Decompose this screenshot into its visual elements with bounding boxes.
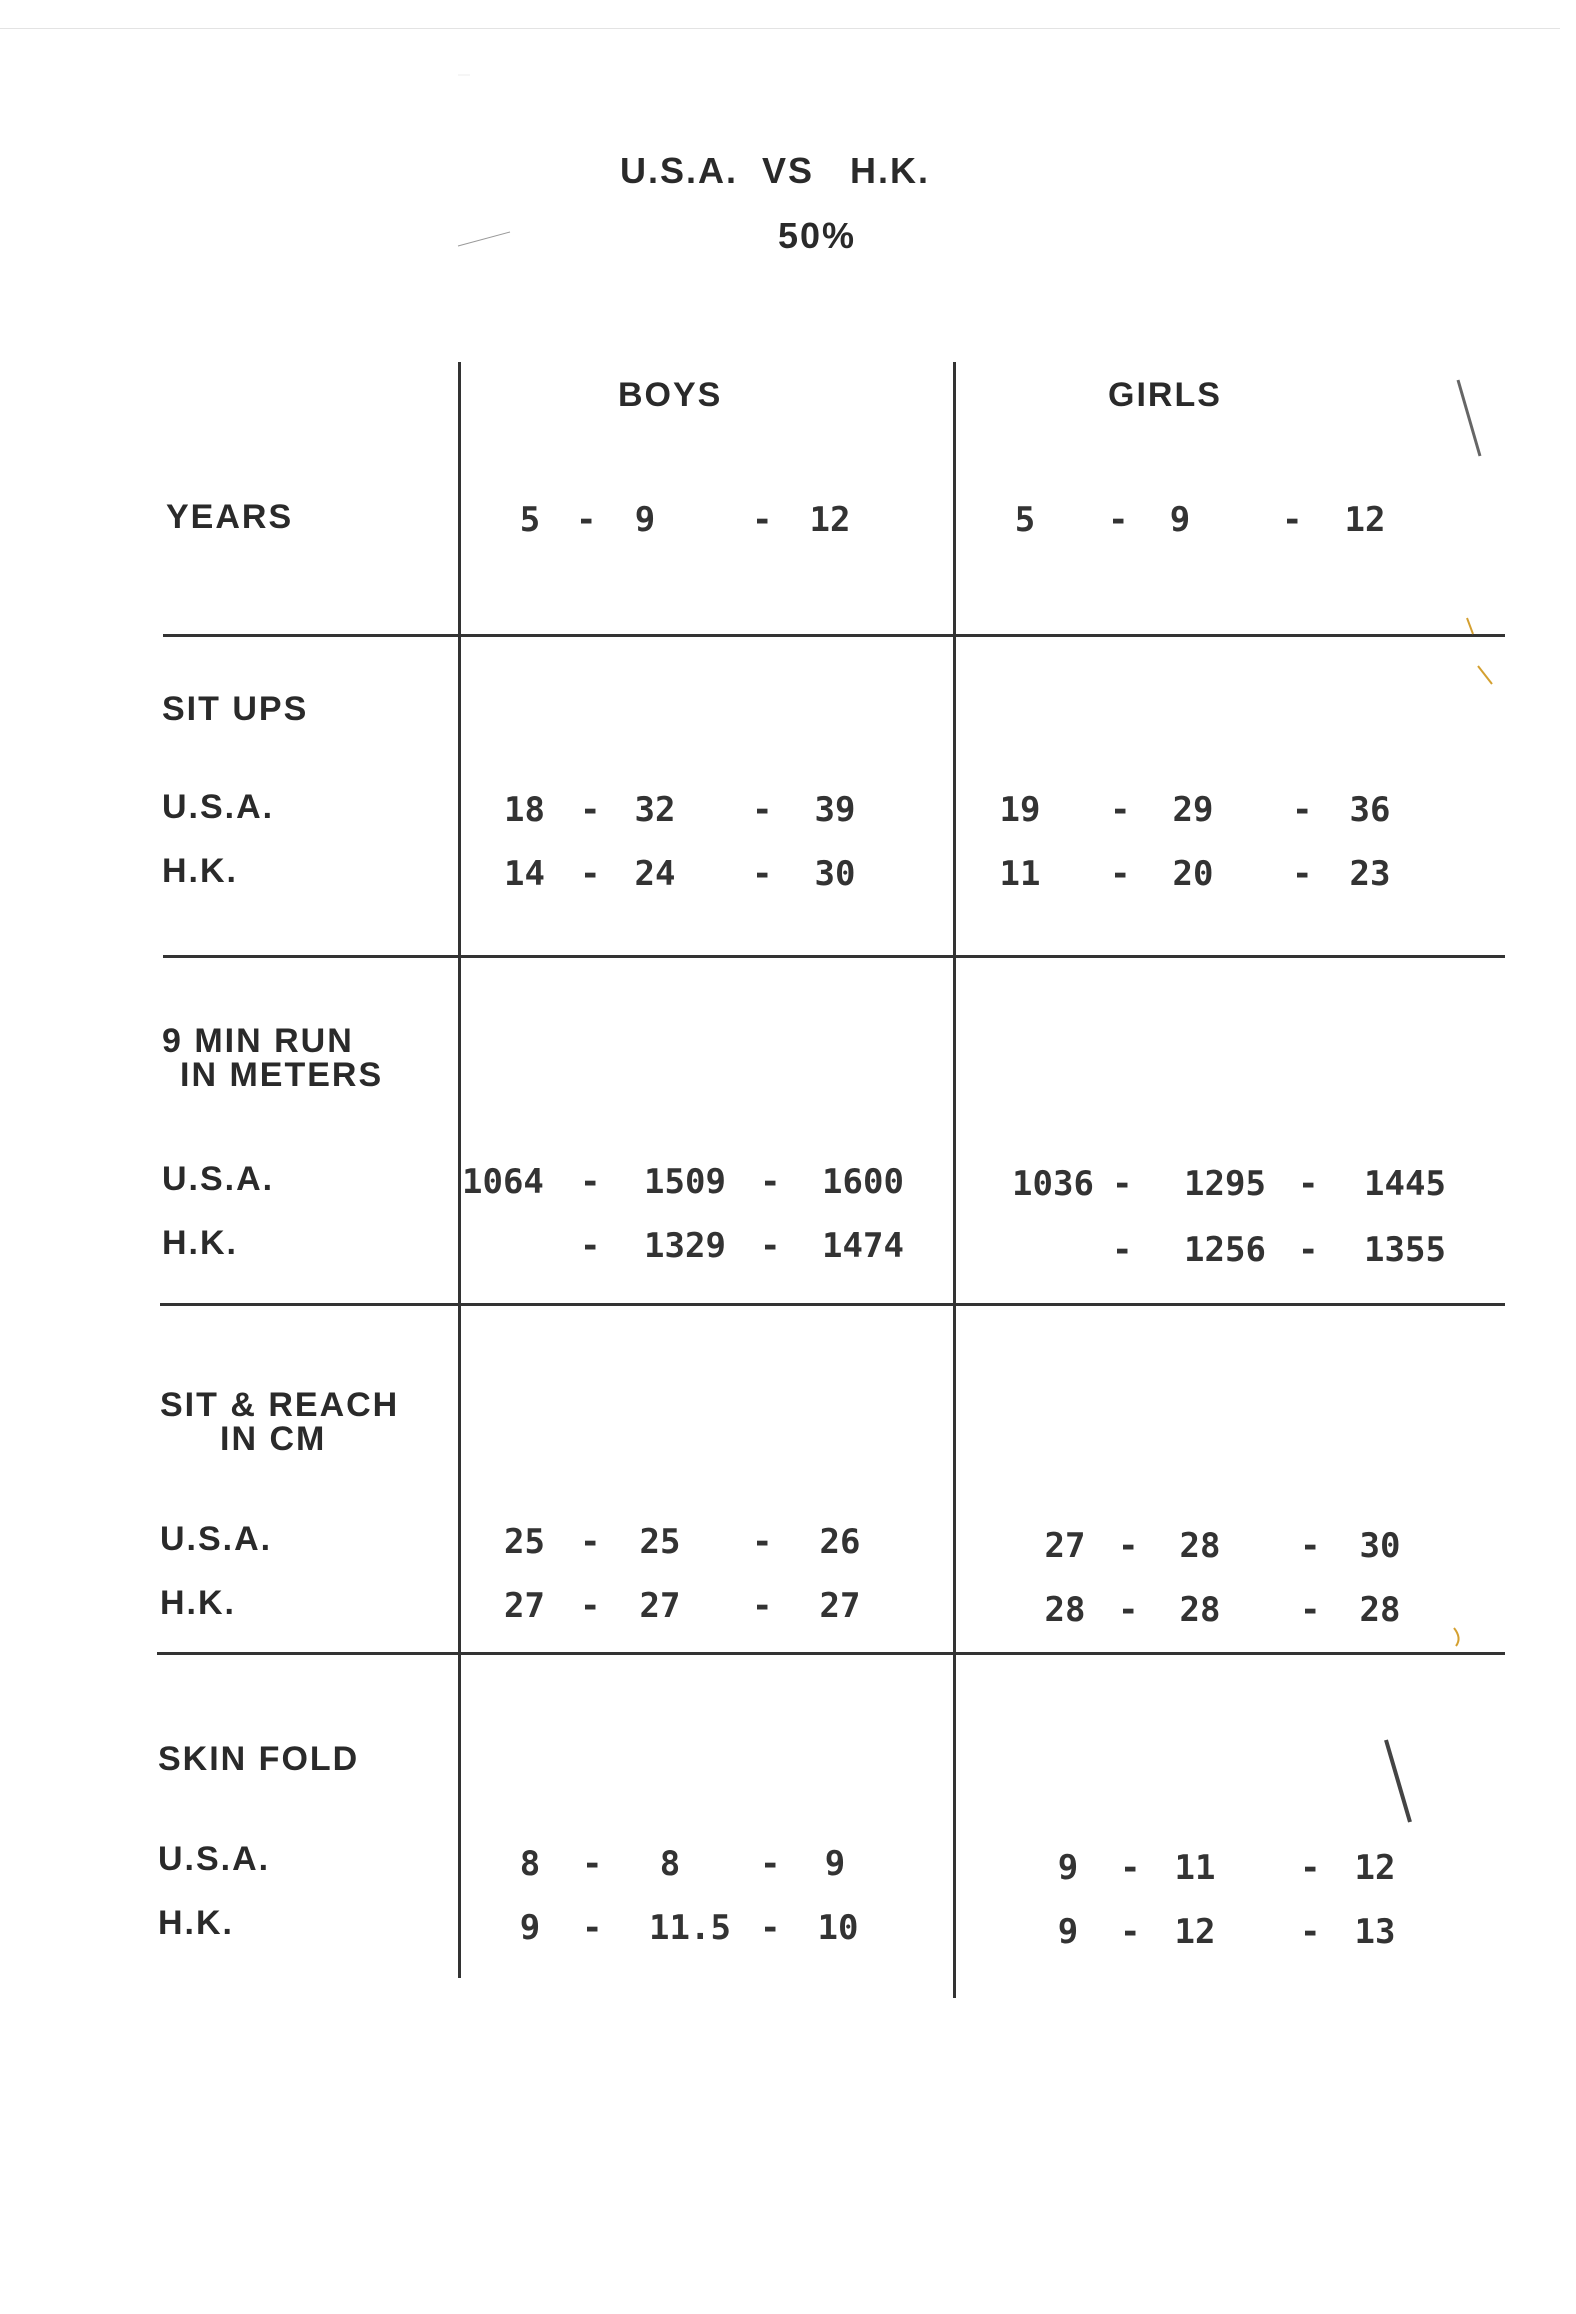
pencil-mark: [1467, 618, 1473, 634]
range-dash: -: [760, 1908, 781, 1948]
value-cell: 26: [819, 1522, 861, 1562]
country-label-hk: H.K.: [158, 1904, 234, 1942]
value-cell: 25: [504, 1522, 545, 1562]
value-cell: 11: [1174, 1848, 1216, 1888]
range-dash: -: [1298, 1164, 1319, 1204]
value-cell: 9: [824, 1844, 846, 1884]
value-cell: 27: [1044, 1526, 1086, 1566]
country-label-usa: U.S.A.: [162, 788, 275, 826]
range-dash: -: [1110, 854, 1131, 894]
range-dash: -: [580, 1522, 601, 1562]
range-dash: -: [580, 1586, 601, 1626]
range-dash: -: [1298, 1230, 1319, 1270]
year-cell: 9: [1169, 500, 1191, 540]
value-cell: 11: [999, 854, 1041, 894]
value-cell: 11.5: [649, 1908, 731, 1948]
value-cell: 27: [639, 1586, 681, 1626]
girls-header: GIRLS: [1108, 376, 1222, 414]
country-label-usa: U.S.A.: [160, 1520, 273, 1558]
value-cell: 29: [1172, 790, 1214, 830]
value-cell: 28: [1179, 1526, 1221, 1566]
page-subtitle: 50%: [778, 215, 857, 256]
value-cell: 8: [659, 1844, 681, 1884]
value-cell: 24: [634, 854, 676, 894]
value-cell: 23: [1349, 854, 1391, 894]
section-label-line1: SIT & REACH: [160, 1386, 400, 1424]
range-dash: -: [752, 790, 773, 830]
page-title: U.S.A. VS H.K.: [620, 150, 931, 191]
country-label-hk: H.K.: [162, 852, 238, 890]
value-cell: 28: [1359, 1590, 1401, 1630]
value-cell: 28: [1179, 1590, 1221, 1630]
years-label: YEARS: [166, 498, 294, 536]
range-dash: -: [1300, 1590, 1321, 1630]
range-dash: -: [580, 854, 601, 894]
range-dash: -: [1300, 1848, 1321, 1888]
range-dash: -: [752, 854, 773, 894]
pencil-mark: [1386, 1740, 1410, 1822]
country-label-usa: U.S.A.: [158, 1840, 271, 1878]
value-cell: 1329: [644, 1226, 726, 1266]
range-dash: -: [760, 1162, 781, 1202]
value-cell: 9: [519, 1908, 541, 1948]
range-dash: -: [580, 1226, 601, 1266]
range-dash: -: [1118, 1526, 1139, 1566]
range-dash: -: [582, 1844, 603, 1884]
range-dash: -: [1282, 500, 1303, 540]
country-label-hk: H.K.: [160, 1584, 236, 1622]
country-label-usa: U.S.A.: [162, 1160, 275, 1198]
pencil-mark: [1454, 1628, 1459, 1646]
range-dash: -: [1300, 1912, 1321, 1952]
value-cell: 13: [1354, 1912, 1396, 1952]
value-cell: 30: [1359, 1526, 1401, 1566]
section-label-line2: IN METERS: [180, 1056, 384, 1094]
value-cell: 1600: [822, 1162, 904, 1202]
value-cell: 10: [817, 1908, 859, 1948]
pencil-mark: [458, 232, 510, 246]
year-cell: 12: [809, 500, 851, 540]
country-label-hk: H.K.: [162, 1224, 238, 1262]
range-dash: -: [582, 1908, 603, 1948]
range-dash: -: [1292, 854, 1313, 894]
range-dash: -: [752, 500, 773, 540]
value-cell: 1295: [1184, 1164, 1266, 1204]
pencil-mark: [1478, 666, 1492, 684]
year-cell: 9: [634, 500, 656, 540]
value-cell: 1509: [644, 1162, 726, 1202]
range-dash: -: [1118, 1590, 1139, 1630]
range-dash: -: [1108, 500, 1129, 540]
value-cell: 14: [504, 854, 545, 894]
value-cell: 12: [1354, 1848, 1396, 1888]
value-cell: 8: [519, 1844, 541, 1884]
value-cell: 12: [1174, 1912, 1216, 1952]
range-dash: -: [760, 1226, 781, 1266]
value-cell: 1036: [1012, 1164, 1094, 1204]
range-dash: -: [1120, 1912, 1141, 1952]
value-cell: 20: [1172, 854, 1214, 894]
range-dash: -: [580, 1162, 601, 1202]
value-cell: 27: [819, 1586, 861, 1626]
section-label: SKIN FOLD: [158, 1740, 360, 1778]
value-cell: 9: [1057, 1848, 1079, 1888]
value-cell: 32: [634, 790, 676, 830]
value-cell: 36: [1349, 790, 1391, 830]
range-dash: -: [580, 790, 601, 830]
range-dash: -: [1300, 1526, 1321, 1566]
range-dash: -: [1112, 1164, 1133, 1204]
section-label-line1: 9 MIN RUN: [162, 1022, 354, 1060]
value-cell: 28: [1044, 1590, 1086, 1630]
section-label-line2: IN CM: [220, 1420, 327, 1458]
value-cell: 1064: [462, 1162, 544, 1202]
section-label: SIT UPS: [162, 690, 309, 728]
value-cell: 27: [504, 1586, 545, 1626]
year-cell: 12: [1344, 500, 1386, 540]
year-cell: 5: [519, 500, 541, 540]
value-cell: 1445: [1364, 1164, 1446, 1204]
value-cell: 25: [639, 1522, 681, 1562]
value-cell: 19: [999, 790, 1041, 830]
range-dash: -: [752, 1586, 773, 1626]
value-cell: 1355: [1364, 1230, 1446, 1270]
range-dash: -: [752, 1522, 773, 1562]
value-cell: 39: [814, 790, 856, 830]
pencil-mark: [1458, 380, 1480, 456]
range-dash: -: [1292, 790, 1313, 830]
range-dash: -: [1110, 790, 1131, 830]
range-dash: -: [760, 1844, 781, 1884]
range-dash: -: [576, 500, 597, 540]
range-dash: -: [1112, 1230, 1133, 1270]
value-cell: 1474: [822, 1226, 904, 1266]
year-cell: 5: [1014, 500, 1036, 540]
value-cell: 18: [504, 790, 545, 830]
value-cell: 1256: [1184, 1230, 1266, 1270]
boys-header: BOYS: [618, 376, 723, 414]
value-cell: 30: [814, 854, 856, 894]
value-cell: 9: [1057, 1912, 1079, 1952]
range-dash: -: [1120, 1848, 1141, 1888]
